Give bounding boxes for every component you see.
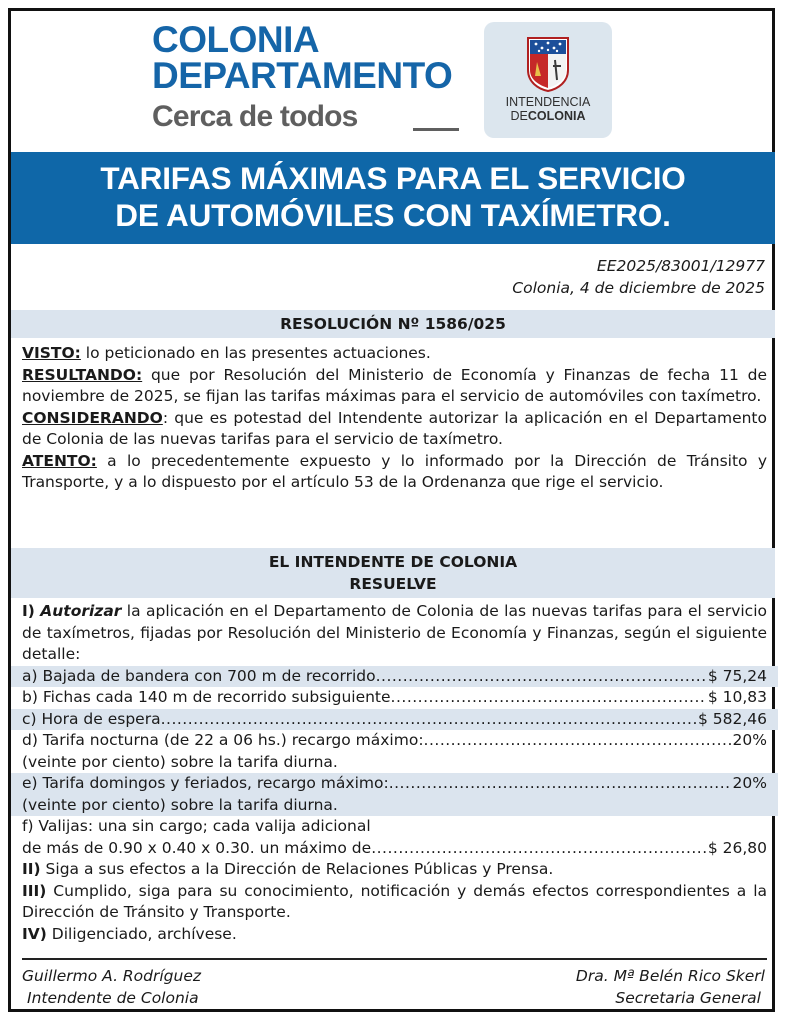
article-i-verb: Autorizar bbox=[40, 602, 122, 620]
intendencia-logo bbox=[484, 22, 612, 138]
coat-of-arms-icon bbox=[525, 36, 571, 92]
place-date: Colonia, 4 de diciembre de 2025 bbox=[512, 279, 765, 297]
brand-line-2: DEPARTAMENTO bbox=[152, 55, 453, 96]
tariff-e-value: 20% bbox=[732, 774, 767, 792]
considerando-label: CONSIDERANDO bbox=[22, 408, 163, 427]
article-i-text: la aplicación en el Departamento de Colonia de las nuevas tarifas para el servicio de taxímetros, fijadas por Resolución del Ministerio de Economía y Finanzas, según el siguiente detalle: bbox=[22, 602, 767, 663]
logo-text-prefix: DE bbox=[510, 109, 528, 123]
tariff-f-value: $ 26,80 bbox=[707, 838, 767, 857]
tariff-row-e bbox=[22, 773, 767, 795]
article-ii-text: Siga a sus efectos a la Dirección de Relaciones Públicas y Prensa. bbox=[40, 860, 554, 878]
resolution-articles bbox=[22, 601, 767, 945]
tariff-f-line-1: f) Valijas: una sin cargo; cada valija adicional bbox=[22, 817, 371, 835]
resuelve-line: RESUELVE bbox=[349, 575, 437, 593]
reference-block bbox=[512, 255, 765, 299]
signature-left-title: Intendente de Colonia bbox=[27, 988, 199, 1007]
dot-leader bbox=[371, 838, 706, 860]
signature-right bbox=[576, 966, 765, 1009]
resolution-header: RESOLUCIÓN Nº 1586/025 bbox=[11, 310, 775, 338]
atento-paragraph bbox=[22, 451, 767, 494]
tariff-d-label: d) Tarifa nocturna (de 22 a 06 hs.) recargo máximo: bbox=[22, 731, 424, 749]
tagline-underline bbox=[413, 128, 459, 131]
expediente-number: EE2025/83001/12977 bbox=[596, 257, 765, 275]
article-iii-number: III) bbox=[22, 881, 47, 900]
logo-text-line-2 bbox=[484, 109, 612, 123]
article-iii-text: Cumplido, siga para su conocimiento, notificación y demás efectos correspondientes a la Dirección de Tránsito y Transporte. bbox=[22, 881, 767, 921]
article-ii bbox=[22, 859, 767, 881]
visto-text: lo peticionado en las presentes actuaciones. bbox=[80, 344, 431, 362]
tariff-row-a bbox=[11, 666, 778, 688]
logo-text-line-1: INTENDENCIA bbox=[505, 95, 591, 109]
tariff-row-d bbox=[22, 730, 767, 752]
tariff-row-b bbox=[22, 687, 767, 709]
visto-paragraph bbox=[22, 343, 767, 365]
tariff-row-c bbox=[11, 709, 778, 731]
atento-text: a lo precedentemente expuesto y lo informado por la Dirección de Tránsito y Transporte, y a lo dispuesto por el artículo 53 de la Ordenanza que rige el servicio. bbox=[22, 451, 767, 491]
dot-leader bbox=[389, 773, 731, 795]
dot-leader bbox=[424, 730, 731, 752]
visto-label: VISTO: bbox=[22, 344, 81, 362]
considerando-text: : que es potestad del Intendente autorizar la aplicación en el Departamento de Colonia de las nuevas tarifas para el servicio de taxímetro. bbox=[22, 408, 767, 448]
tariff-d-note: (veinte por ciento) sobre la tarifa diurna. bbox=[22, 752, 338, 771]
atento-label: ATENTO: bbox=[22, 451, 97, 470]
tariff-c-value: $ 582,46 bbox=[697, 709, 767, 728]
brand-tagline: Cerca de todos bbox=[152, 100, 358, 133]
tariff-e-label: e) Tarifa domingos y feriados, recargo máximo: bbox=[22, 774, 389, 792]
intendente-header bbox=[11, 548, 775, 598]
tariff-c-label: c) Hora de espera bbox=[22, 709, 161, 728]
article-iv-text: Diligenciado, archívese. bbox=[46, 924, 237, 943]
preamble bbox=[22, 343, 767, 494]
tariff-a-value: $ 75,24 bbox=[707, 666, 767, 685]
title-band bbox=[11, 152, 775, 244]
title-line-1: TARIFAS MÁXIMAS PARA EL SERVICIO bbox=[100, 160, 686, 196]
tariff-a-label: a) Bajada de bandera con 700 m de recorrido bbox=[22, 666, 376, 685]
article-iv bbox=[22, 924, 767, 946]
dot-leader bbox=[376, 666, 706, 688]
article-i-number: I) bbox=[22, 602, 35, 620]
brand-title bbox=[152, 19, 453, 96]
resultando-label: RESULTANDO: bbox=[22, 365, 143, 384]
signature-right-title: Secretaria General bbox=[615, 988, 761, 1007]
resultando-text: que por Resolución del Ministerio de Economía y Finanzas de fecha 11 de noviembre de 2025, se fijan las tarifas máximas para el servicio de automóviles con taxímetro. bbox=[22, 365, 767, 405]
signature-right-name: Dra. Mª Belén Rico Skerl bbox=[575, 967, 765, 985]
resultando-paragraph bbox=[22, 365, 767, 408]
dot-leader bbox=[391, 687, 706, 709]
article-iv-number: IV) bbox=[22, 924, 47, 943]
tariff-d-value: 20% bbox=[732, 731, 767, 749]
article-iii bbox=[22, 881, 767, 924]
signature-left-name: Guillermo A. Rodríguez bbox=[22, 967, 202, 985]
logo-text-bold: COLONIA bbox=[527, 109, 586, 123]
dot-leader bbox=[161, 709, 696, 731]
footer-divider bbox=[22, 958, 767, 960]
tariff-e-block bbox=[11, 773, 778, 816]
article-ii-number: II) bbox=[22, 860, 41, 878]
signature-left bbox=[22, 966, 201, 1009]
tariff-e-note: (veinte por ciento) sobre la tarifa diurna. bbox=[22, 795, 338, 814]
intendente-line: EL INTENDENTE DE COLONIA bbox=[268, 553, 518, 571]
tariff-f-label: de más de 0.90 x 0.40 x 0.30. un máximo de bbox=[22, 838, 372, 857]
considerando-paragraph bbox=[22, 408, 767, 451]
title-line-2: DE AUTOMÓVILES CON TAXÍMETRO. bbox=[115, 197, 671, 233]
brand-line-1: COLONIA bbox=[152, 19, 320, 60]
tariff-row-f bbox=[22, 838, 767, 860]
tariff-b-value: $ 10,83 bbox=[707, 688, 767, 706]
tariff-b-label: b) Fichas cada 140 m de recorrido subsiguiente bbox=[22, 688, 391, 706]
article-i bbox=[22, 601, 767, 666]
